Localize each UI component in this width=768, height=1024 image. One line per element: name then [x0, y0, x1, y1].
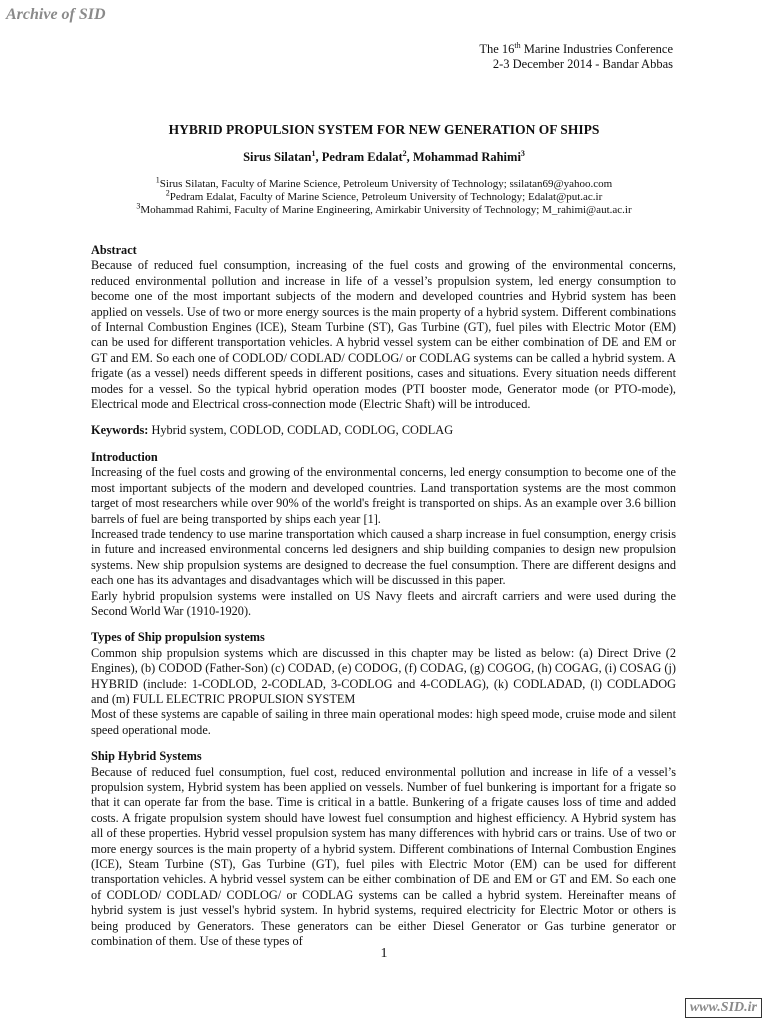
- intro-paragraph: Early hybrid propulsion systems were installed on US Navy fleets and aircraft carriers and were used during the Second World War (1910-1920).: [91, 588, 676, 618]
- conference-line-2: 2-3 December 2014 - Bandar Abbas: [492, 57, 673, 71]
- page-number: 1: [380, 946, 388, 961]
- affiliation-2: $^2$Pedram Edalat, Faculty of Marine Science, Petroleum University of Technology; Edalat@put.ac.ir: [165, 188, 603, 203]
- types-heading: Types of Ship propulsion systems: [91, 630, 265, 645]
- paper-title: HYBRID PROPULSION SYSTEM FOR NEW GENERATION OF SHIPS: [168, 122, 600, 137]
- types-paragraph: Most of these systems are capable of sailing in three main operational modes: high speed mode, cruise mode and silent speed operational mode.: [91, 707, 676, 737]
- author-name: Pedram Edalat: [321, 150, 403, 164]
- abstract-heading: Abstract: [91, 243, 137, 257]
- paper-body: [91, 243, 676, 949]
- conference-header: [479, 42, 673, 72]
- keywords: Keywords: Hybrid system, CODLOD, CODLAD, CODLOG, CODLAG: [91, 423, 454, 438]
- abstract-text: Because of reduced fuel consumption, increasing of the fuel costs and growing of the environmental concerns, reduced environmental pollution and increase in life of a vessel’s propulsion system, led energy consumption to become one of the most important subjects of the modern and developed countries and Hybrid system has been applied on vessels. Use of two or more energy sources is the main property of a hybrid system. Different combinations of Internal Combustion Engines (ICE), Steam Turbine (ST), Gas Turbine (GT), fuel piles with Electric Motor (EM) can be used for different transportation vehicles. A hybrid vessel system can be either combination of DE and EM or GT and EM. So each one of CODLOD/ CODLAD/ CODLOG/ or CODLAG systems can be called a hybrid system. A frigate (as a vessel) needs different speeds in different positions, cases and situations. Every situation needs different modes for a vessel. So the typical hybrid operation modes (PTI booster mode, Generator mode (or PTO-mode), Electrical mode and Electrical cross-connection mode (Electric Shaft) will be introduced.: [91, 258, 676, 412]
- author-name: Mohammad Rahimi: [412, 150, 521, 164]
- types-paragraph: Common ship propulsion systems which are discussed in this chapter may be listed as below: (a) Direct Drive (2 Engines), (b) CODOD (Father-Son) (c) CODAD, (e) CODOG, (f) CODAG, (g) COGOG, (h) COGAG, (i) COSAG (j) HYBRID (include: 1-CODLOD, 2-CODLAD, 3-CODLOG and 4-CODLAG), (k) CODLADAD, (l) CODLADOG and (m) FULL ELECTRIC PROPULSION SYSTEM: [91, 645, 676, 706]
- affiliation-3: $^3$Mohammad Rahimi, Faculty of Marine Engineering, Amirkabir University of Technology; M_rahimi@aut.ac.ir: [136, 201, 632, 216]
- hybrid-paragraph: Because of reduced fuel consumption, fuel cost, reduced environmental pollution and increase in life of a vessel’s propulsion system, Hybrid system has been applied on vessels. Number of fuel bunkering is important for a frigate so that it can operate far from the base. Time is critical in a battle. Bunkering of a frigate causes loss of time and added costs. A frigate propulsion system should have lowest fuel consumption and highest efficiency. A Hybrid system has all of these properties. Hybrid vessel propulsion system has many differences with hybrid cars or trains. Use of two or more energy sources is the main property of a hybrid system. Different combinations of Internal Combustion Engines (ICE), Steam Turbine (ST), Gas Turbine (GT), fuel piles with Electric Motor (EM) can be used for different transportation vehicles. A hybrid vessel system can be either combination of DE and EM or GT and EM. So each one of CODLOD/ CODLAD/ CODLOG/ or CODLAG systems can be called a hybrid system. Hereinafter means of hybrid system is just vessel's hybrid system. In hybrid systems, required electricity for Electric Motor or others is being produced by Generators. These generators can be either Diesel Generator or Gas turbine generator or combination of them. Use of these types of: [91, 764, 676, 949]
- introduction-heading: Introduction: [91, 449, 158, 464]
- author-list: Sirus Silatan$^1$, Pedram Edalat$^2$, Mohammad Rahimi$^3$: [243, 148, 525, 164]
- affiliations: [0, 175, 768, 217]
- author-name: Sirus Silatan: [243, 150, 312, 164]
- intro-paragraph: Increased trade tendency to use marine transportation which caused a sharp increase in fuel consumption, energy crisis in future and increased environmental concerns led designers and ship building companies to design new propulsion systems. New ship propulsion systems are designed to decrease the fuel consumption. There are different designs and each one has its advantages and disadvantages which will be discussed in this paper.: [91, 526, 676, 588]
- conference-line-1: The 16th Marine Industries Conference: [479, 40, 673, 56]
- intro-paragraph: Increasing of the fuel costs and growing of the environmental concerns, led energy consumption to become one of the most important subjects of the modern and developed countries. Land transportation systems are the most common target of most researchers while over 90% of the world's freight is transported on ships. As an example over 3.6 billion barrels of fuel are being transported by ships each year [1].: [91, 465, 676, 526]
- watermark-bottom: www.SID.ir: [685, 998, 762, 1018]
- affiliation-1: $^1$Sirus Silatan, Faculty of Marine Science, Petroleum University of Technology; ssilatan69@yahoo.com: [155, 175, 613, 190]
- hybrid-heading: Ship Hybrid Systems: [91, 749, 202, 764]
- watermark-top: Archive of SID: [6, 6, 106, 23]
